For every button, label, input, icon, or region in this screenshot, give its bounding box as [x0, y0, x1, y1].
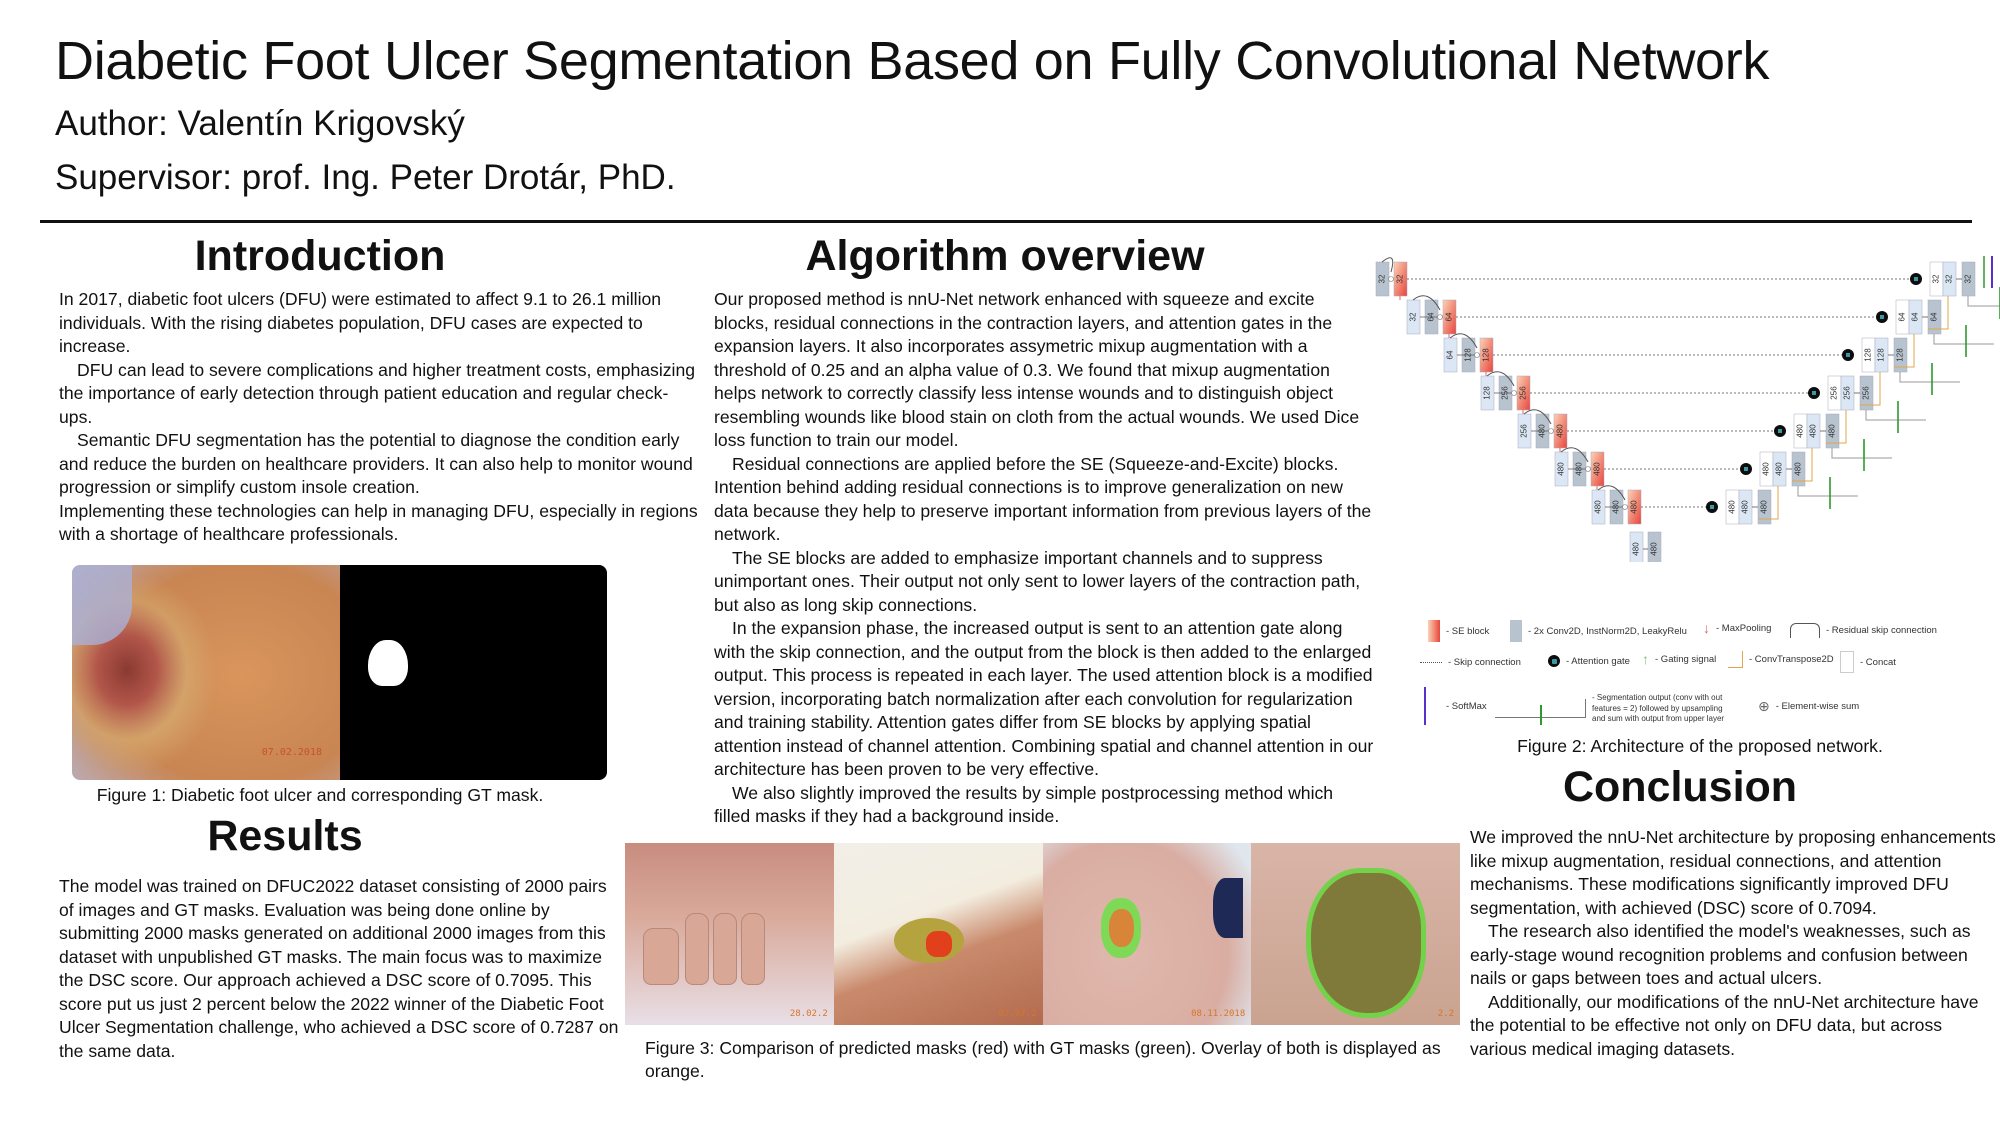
photo-date-stamp: 08.11.2018 — [1191, 1009, 1246, 1019]
se-block-swatch — [1428, 620, 1440, 642]
block-label: 480 — [1795, 424, 1805, 438]
legend-label: - Attention gate — [1566, 655, 1630, 667]
intro-paragraph: Semantic DFU segmentation has the potential to diagnose the condition early and reduce the burden on healthcare providers. It can also help to monitor wound progression or simplify custom insole creation. — [59, 430, 693, 497]
gating-signal-arrow-icon: ↑ — [1642, 651, 1649, 667]
introduction-text — [59, 288, 699, 547]
figure-1 — [72, 565, 607, 780]
block-label: 480 — [1774, 462, 1784, 476]
seg-output-path — [1900, 372, 1960, 382]
attention-gate-icon — [1548, 655, 1560, 667]
algorithm-heading: Algorithm overview — [805, 232, 1205, 280]
block-label: 256 — [1519, 424, 1529, 438]
legend-label: - ConvTranspose2D — [1749, 654, 1834, 665]
block-label: 32 — [1931, 274, 1941, 284]
elementwise-sum-icon — [1512, 391, 1517, 396]
concat-icon — [1840, 651, 1854, 673]
block-label: 480 — [1761, 462, 1771, 476]
block-label: 128 — [1463, 348, 1473, 362]
legend-skip-connection — [1420, 657, 1521, 668]
background-cloth — [72, 565, 132, 645]
block-label: 256 — [1518, 386, 1528, 400]
legend-label: - Skip connection — [1448, 657, 1521, 668]
attention-gate-core — [1880, 315, 1884, 319]
result-photo-heel — [834, 843, 1043, 1025]
block-label: 64 — [1910, 312, 1920, 322]
block-label: 32 — [1395, 274, 1405, 284]
block-label: 480 — [1793, 462, 1803, 476]
seg-output-path — [1798, 486, 1858, 496]
attention-gate-core — [1710, 505, 1714, 509]
intro-paragraph: DFU can lead to severe complications and higher treatment costs, emphasizing the importance of early detection through patient education and regular check-ups. — [59, 359, 696, 427]
attention-gate-core — [1778, 429, 1782, 433]
block-label: 256 — [1500, 386, 1510, 400]
legend-label: - MaxPooling — [1716, 622, 1772, 634]
block-label: 480 — [1759, 500, 1769, 514]
result-photo-large-wound — [1251, 843, 1460, 1025]
block-label: 64 — [1426, 312, 1436, 322]
block-label: 480 — [1555, 424, 1565, 438]
author-line: Author: Valentín Krigovský — [55, 104, 465, 143]
block-label: 480 — [1649, 542, 1659, 556]
algo-paragraph: Residual connections are applied before the SE (Squeeze-and-Excite) blocks. Intention behind adding residual connections is to improve generalization on new data because they help to preserve important information from previous layers of the network. — [714, 453, 1372, 544]
photo-date-stamp: 07.07.2 — [998, 1009, 1037, 1019]
block-label: 480 — [1611, 500, 1621, 514]
block-label: 32 — [1408, 312, 1418, 322]
block-label: 480 — [1740, 500, 1750, 514]
photo-date-stamp: 28.02.2 — [789, 1009, 828, 1019]
legend-label: - Element-wise sum — [1775, 701, 1860, 712]
result-photo-toes — [625, 843, 834, 1025]
gt-mask-image — [340, 565, 607, 780]
legend-label: - 2x Conv2D, InstNorm2D, LeakyRelu — [1528, 625, 1687, 637]
foot-ulcer-photo — [72, 565, 340, 780]
block-label: 256 — [1842, 386, 1852, 400]
block-label: 128 — [1863, 348, 1873, 362]
algo-paragraph: In the expansion phase, the increased output is sent to an attention gate along with the skip connection, and the output from the block is then added to the enlarged output. This process is repeated in each layer. The used attention block is a modified version, incorporating batch normalization after each convolution for regularization and training stability. Attention gates differ from SE blocks by applying spatial attention instead of channel attention. Combining spatial and channel attention in our architecture has been proven to be very effective. — [714, 618, 1374, 779]
legend-gating-signal — [1642, 651, 1716, 667]
conclusion-text — [1470, 826, 2000, 1061]
skip-connection-icon — [1420, 662, 1442, 663]
toe — [741, 913, 765, 985]
figure-3 — [625, 843, 1460, 1025]
maxpool-arrow-icon: ↓ — [1703, 620, 1710, 636]
block-label: 32 — [1377, 274, 1387, 284]
block-label: 32 — [1944, 274, 1954, 284]
block-label: 128 — [1481, 348, 1491, 362]
block-label: 128 — [1482, 386, 1492, 400]
toe — [685, 913, 709, 985]
overlay-mask-orange — [1109, 909, 1134, 947]
legend-se-block — [1428, 620, 1489, 642]
attention-gate-core — [1846, 353, 1850, 357]
algo-paragraph: The SE blocks are added to emphasize important channels and to suppress unimportant ones. Their output not only sent to lower layers of the contraction path, but also as long skip connections. — [714, 547, 1361, 615]
block-label: 480 — [1592, 462, 1602, 476]
gt-mask-green — [1306, 868, 1426, 1018]
photo-date-stamp: 2.2 — [1437, 1009, 1454, 1019]
elementwise-sum-icon — [1475, 353, 1480, 358]
block-label: 128 — [1876, 348, 1886, 362]
seg-output-path — [1968, 296, 2000, 306]
seg-output-path — [1866, 410, 1926, 420]
block-label: 64 — [1897, 312, 1907, 322]
legend-attention-gate — [1548, 655, 1630, 667]
toe — [713, 913, 737, 985]
block-label: 256 — [1829, 386, 1839, 400]
legend-label: - Residual skip connection — [1826, 625, 1937, 636]
conv-transpose-icon — [1728, 651, 1743, 668]
block-label: 64 — [1444, 312, 1454, 322]
residual-skip-icon — [1790, 623, 1820, 638]
conv-block-swatch — [1510, 620, 1522, 642]
intro-paragraph: In 2017, diabetic foot ulcers (DFU) were estimated to affect 9.1 to 26.1 million individuals. With the rising diabetes population, DFU cases are expected to increase. — [59, 289, 662, 356]
elementwise-sum-icon — [1549, 429, 1554, 434]
elementwise-sum-icon — [1389, 277, 1394, 282]
elementwise-sum-icon — [1586, 467, 1591, 472]
block-label: 480 — [1593, 500, 1603, 514]
algorithm-text — [714, 288, 1374, 829]
photo-date-stamp: 07.02.2018 — [261, 747, 322, 758]
diagram-legend — [1420, 615, 2000, 735]
block-label: 480 — [1574, 462, 1584, 476]
conclusion-paragraph: We improved the nnU-Net architecture by proposing enhancements like mixup augmentation, residual connections, and attention mechanisms. These modifications significantly improved DFU segmentation, with achieved (DSC) score of 0.7094. — [1470, 827, 1996, 918]
predicted-mask-red — [926, 931, 952, 957]
legend-label: - Concat — [1860, 656, 1896, 668]
background-cloth — [1213, 878, 1243, 938]
intro-paragraph: Implementing these technologies can help in managing DFU, especially in regions with a shortage of healthcare professionals. — [59, 500, 698, 544]
supervisor-line: Supervisor: prof. Ing. Peter Drotár, PhD. — [55, 158, 676, 197]
block-label: 64 — [1929, 312, 1939, 322]
network-diagram-svg — [1370, 232, 2000, 562]
toe — [643, 928, 679, 985]
figure-2-caption: Figure 2: Architecture of the proposed network. — [1517, 736, 1883, 756]
block-label: 32 — [1963, 274, 1973, 284]
algo-paragraph: Our proposed method is nnU-Net network enhanced with squeeze and excite blocks, residual connections in the contraction layers, and attention gates in the expansion layers. It also incorporates assymetric mixup augmentation with a threshold of 0.25 and an alpha value of 0.3. We found that mixup augmentation helps network to correctly classify less intense wounds and to distinguish object resembling wounds like blood stain on cloth from the actual wounds. We used Dice loss function to train our model. — [714, 289, 1360, 450]
legend-conv-block — [1510, 620, 1687, 642]
block-label: 64 — [1445, 350, 1455, 360]
legend-label: - Gating signal — [1655, 653, 1717, 665]
attention-gate-core — [1812, 391, 1816, 395]
seg-output-line-icon — [1495, 699, 1586, 718]
seg-output-path — [1832, 448, 1892, 458]
legend-residual-skip — [1790, 623, 1937, 638]
block-label: 256 — [1861, 386, 1871, 400]
block-label: 480 — [1629, 500, 1639, 514]
figure-1-caption: Figure 1: Diabetic foot ulcer and corresponding GT mask. — [96, 785, 544, 805]
results-heading: Results — [207, 812, 363, 860]
block-label: 480 — [1727, 500, 1737, 514]
legend-maxpooling — [1703, 620, 1771, 636]
legend-label: - Segmentation output (conv with out features = 2) followed by upsampling and sum with output from upper layer — [1592, 693, 1725, 723]
legend-label: - SE block — [1446, 625, 1490, 637]
block-label: 128 — [1895, 348, 1905, 362]
block-label: 480 — [1827, 424, 1837, 438]
conclusion-paragraph: The research also identified the model's weaknesses, such as early-stage wound recognition problems and confusion between nails or gaps between toes and actual ulcers. — [1470, 921, 1971, 988]
figure-3-caption: Figure 3: Comparison of predicted masks (red) with GT masks (green). Overlay of both is displayed as orange. — [645, 1038, 1441, 1081]
conclusion-paragraph: Additionally, our modifications of the nnU-Net architecture have the potential to be effective not only on DFU data, but across various medical imaging datasets. — [1470, 991, 1979, 1059]
elementwise-sum-icon: ⊕ — [1758, 698, 1770, 714]
seg-output-path — [1934, 334, 1994, 344]
legend-label: - SoftMax — [1446, 700, 1487, 712]
attention-gate-core — [1744, 467, 1748, 471]
algo-paragraph: We also slightly improved the results by simple postprocessing method which filled masks if they had a background inside. — [714, 782, 1334, 826]
header-divider — [40, 220, 1972, 223]
introduction-heading: Introduction — [194, 232, 446, 280]
elementwise-sum-icon — [1623, 505, 1628, 510]
results-text: The model was trained on DFUC2022 dataset consisting of 2000 pairs of images and GT masks. Evaluation was being done online by submitting 2000 masks generated on additional 2000 images from this dataset with unpublished GT masks. The main focus was to maximize the DSC score. Our approach achieved a DSC score of 0.7095. This score put us just 2 percent below the 2022 winner of the Diabetic Foot Ulcer Segmentation challenge, who achieved a DSC score of 0.7287 on the same data. — [59, 876, 619, 1061]
elementwise-sum-icon — [1438, 315, 1443, 320]
result-photo-sole — [1043, 843, 1252, 1025]
softmax-bar-icon — [1424, 687, 1426, 725]
legend-concat — [1840, 651, 1896, 673]
mask-region — [368, 640, 408, 686]
legend-elementwise-sum — [1758, 698, 1859, 715]
legend-segmentation-output — [1495, 693, 1732, 725]
legend-softmax — [1424, 687, 1487, 725]
architecture-diagram — [1370, 232, 2000, 562]
block-label: 480 — [1556, 462, 1566, 476]
conclusion-heading: Conclusion — [1562, 763, 1798, 811]
poster-title: Diabetic Foot Ulcer Segmentation Based on Fully Convolutional Network — [55, 31, 1770, 91]
legend-conv-transpose — [1728, 651, 1834, 668]
attention-gate-core — [1914, 277, 1918, 281]
block-label: 480 — [1537, 424, 1547, 438]
block-label: 480 — [1631, 542, 1641, 556]
block-label: 480 — [1808, 424, 1818, 438]
